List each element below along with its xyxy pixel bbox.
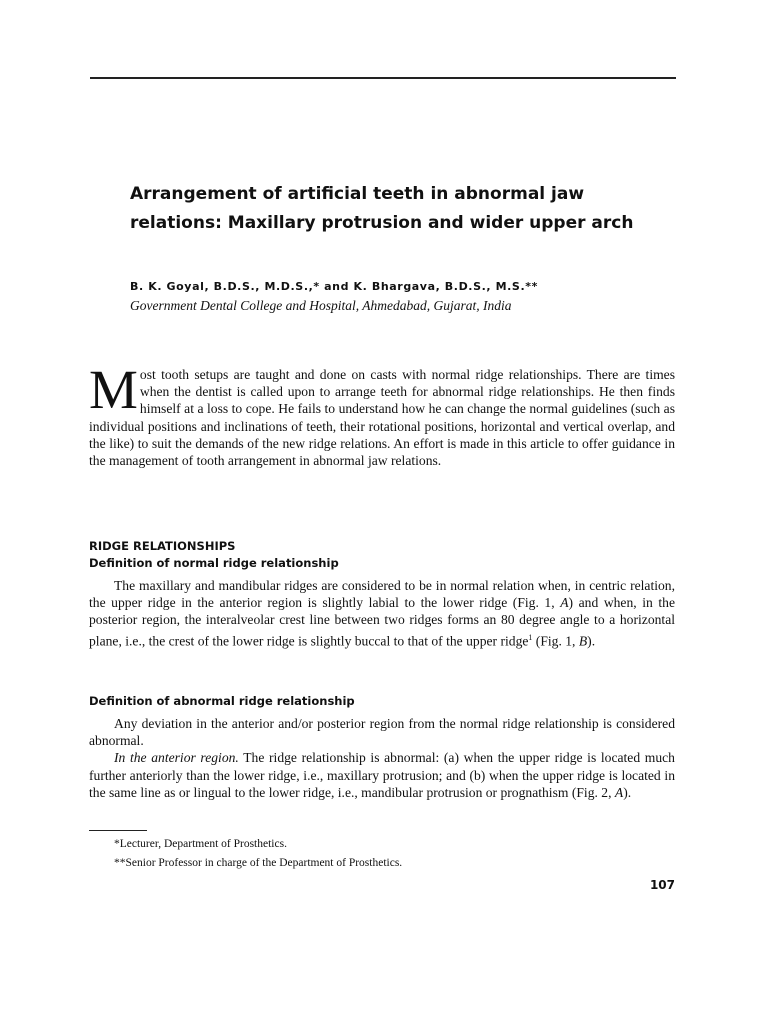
article-title: Arrangement of artificial teeth in abnormal jaw relations: Maxillary protrusion and wider upper arch [130, 184, 634, 233]
figure-ref: B [578, 633, 588, 649]
anterior-label: In the anterior region. [114, 750, 239, 766]
citation-ref: 1 [528, 632, 533, 642]
section-heading-ridge-relationships: RIDGE RELATIONSHIPS [89, 539, 236, 553]
anterior-text-part: ). [623, 784, 632, 800]
subheading-normal-ridge: Definition of normal ridge relationship [89, 556, 339, 570]
intro-text: ost tooth setups are taught and done on casts with normal ridge relationships. There are times when the dentist is called upon to arrange teeth for abnormal ridge relationships. He then finds himself at a loss to cope. He fails to understand how he can change the normal guidelines (such as individual positions and inclinations of teeth, their rotational positions, horizontal and vertical overlap, and the like) to suit the demands of the new ridge relations. An effort is made in this article to offer guidance in the management of tooth arrangement in abnormal jaw relations. [89, 367, 675, 469]
figure-ref: A [560, 595, 569, 611]
page-number: 107 [649, 878, 675, 892]
normal-text-part: ) and when, in the posterior region, the interalveolar crest line between two ridges forms an 80 degree angle to a horizontal plane, i.e., the crest of the lower ridge is slightly buccal to that of the upper ridge [89, 595, 675, 649]
footnote-senior-professor: **Senior Professor in charge of the Department of Prosthetics. [114, 857, 403, 869]
drop-cap: M [89, 359, 138, 420]
footnote-lecturer: *Lecturer, Department of Prosthetics. [114, 838, 287, 850]
normal-text-part: ). [587, 633, 596, 649]
intro-paragraph [89, 359, 675, 469]
normal-text-part: The maxillary and mandibular ridges are considered to be in normal relation when, in centric relation, the upper ridge in the anterior region is slightly labial to the lower ridge (Fig. 1, [89, 578, 675, 611]
top-rule [90, 77, 676, 79]
normal-definition-paragraph [89, 577, 675, 649]
footnote-rule [89, 830, 147, 831]
anterior-text-part: The ridge relationship is abnormal: (a) when the upper ridge is located much further anteriorly than the lower ridge, i.e., maxillary protrusion; and (b) when the upper ridge is located in the same line as or lingual to the lower ridge, i.e., mandibular protrusion or prognathism (Fig. 2, [89, 750, 675, 800]
abnormal-text: Any deviation in the anterior and/or posterior region from the normal ridge relationship is considered abnormal. [89, 716, 675, 749]
normal-text-part: (Fig. 1, [532, 633, 579, 649]
figure-ref: A [614, 784, 624, 800]
subheading-abnormal-ridge: Definition of abnormal ridge relationship [89, 694, 355, 708]
abnormal-definition-paragraph [89, 715, 675, 801]
affiliation: Government Dental College and Hospital, Ahmedabad, Gujarat, India [130, 298, 512, 313]
author-line: B. K. Goyal, B.D.S., M.D.S.,* and K. Bhargava, B.D.S., M.S.** [130, 280, 538, 293]
anterior-region-paragraph [89, 749, 675, 801]
